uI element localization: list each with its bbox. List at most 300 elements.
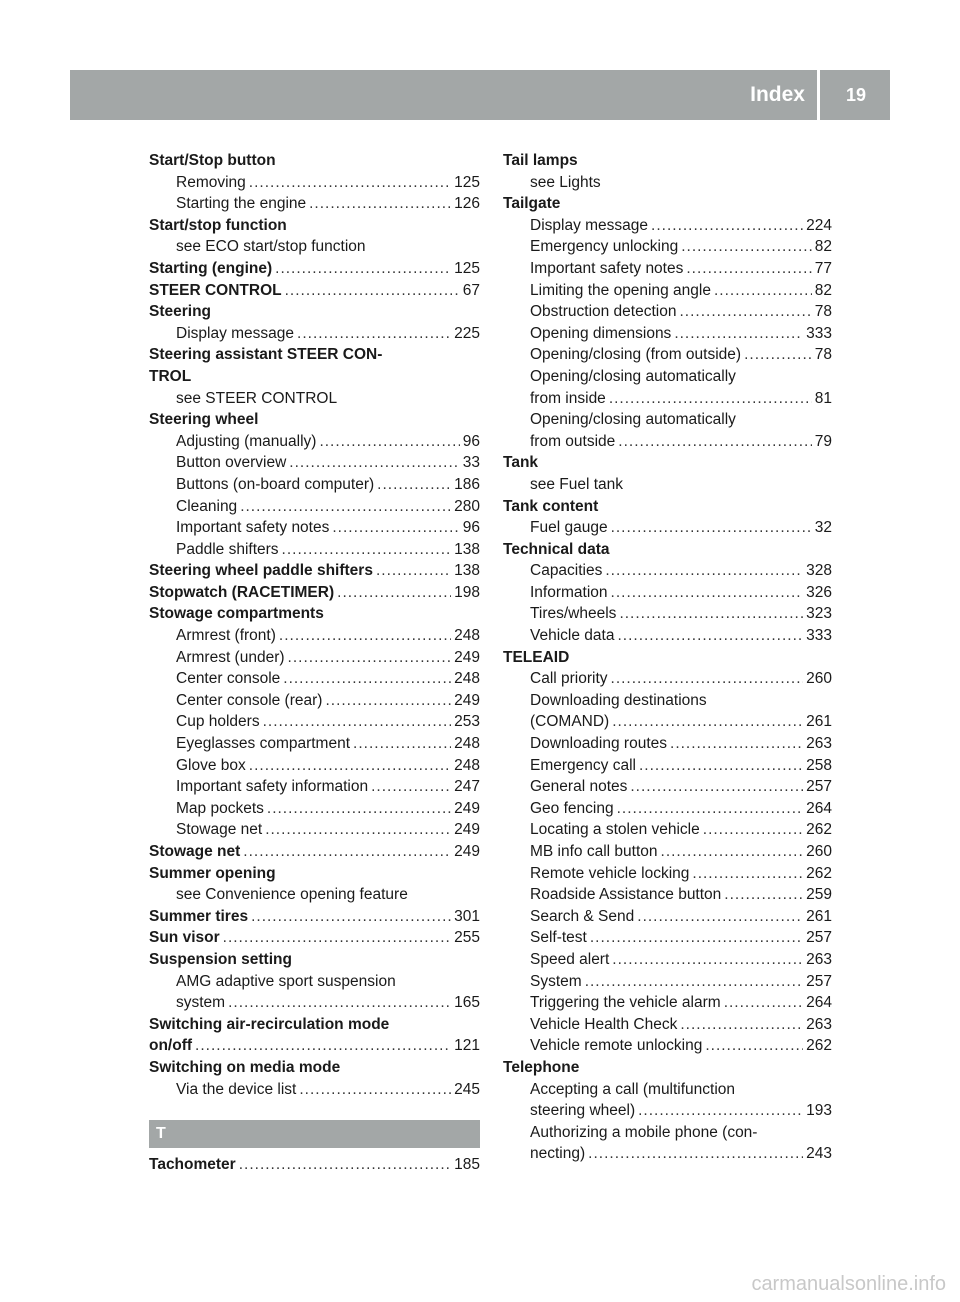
entry-page-number: 245 xyxy=(454,1080,480,1098)
entry-label: Switching air-recirculation mode xyxy=(149,1015,390,1033)
dot-leader xyxy=(674,323,803,345)
index-subentry xyxy=(503,690,832,712)
dot-leader xyxy=(239,1154,451,1176)
dot-leader xyxy=(585,971,803,993)
entry-page-number: 264 xyxy=(806,994,832,1012)
index-subentry[interactable] xyxy=(503,582,832,604)
index-subentry[interactable] xyxy=(503,603,832,625)
entry-page-number: 79 xyxy=(814,432,832,450)
entry-label: system xyxy=(176,994,226,1012)
index-subentry[interactable] xyxy=(149,452,480,474)
entry-page-number: 333 xyxy=(806,627,832,645)
index-subentry[interactable] xyxy=(503,884,832,906)
entry-page-number: 138 xyxy=(454,540,480,558)
entry-page-number: 333 xyxy=(806,324,832,342)
entry-page-number: 198 xyxy=(454,583,480,601)
index-subentry[interactable] xyxy=(503,431,832,453)
index-entry[interactable] xyxy=(149,841,480,863)
entry-label: Geo fencing xyxy=(530,799,614,817)
index-list-left xyxy=(149,150,480,1100)
entry-page-number: 261 xyxy=(806,713,832,731)
entry-label: Tank content xyxy=(503,497,599,515)
dot-leader xyxy=(282,539,452,561)
entry-label: Search & Send xyxy=(530,907,635,925)
entry-label: Vehicle remote unlocking xyxy=(530,1037,703,1055)
entry-label: Self-test xyxy=(530,929,587,947)
index-entry xyxy=(503,193,832,215)
entry-label: Opening/closing (from outside) xyxy=(530,346,742,364)
dot-leader xyxy=(680,1014,803,1036)
index-list-t xyxy=(149,1154,480,1176)
index-subentry[interactable] xyxy=(149,668,480,690)
entry-label: Adjusting (manually) xyxy=(176,432,317,450)
index-subentry[interactable] xyxy=(503,517,832,539)
index-list-right xyxy=(503,150,832,1165)
entry-label: Tachometer xyxy=(149,1156,236,1174)
entry-label: on/off xyxy=(149,1037,193,1055)
index-entry xyxy=(503,496,832,518)
entry-page-number: 263 xyxy=(806,735,832,753)
entry-page-number: 259 xyxy=(806,886,832,904)
entry-label: Remote vehicle locking xyxy=(530,864,690,882)
dot-leader xyxy=(289,452,459,474)
entry-label: Capacities xyxy=(530,562,603,580)
index-subentry[interactable] xyxy=(149,431,480,453)
index-subentry xyxy=(149,236,480,258)
entry-label: Steering xyxy=(149,303,212,321)
index-subentry[interactable] xyxy=(149,690,480,712)
entry-label: Tires/wheels xyxy=(530,605,617,623)
index-subentry xyxy=(503,172,832,194)
dot-leader xyxy=(639,755,803,777)
entry-label: from outside xyxy=(530,432,616,450)
dot-leader xyxy=(588,1143,803,1165)
entry-page-number: 224 xyxy=(806,216,832,234)
index-entry[interactable] xyxy=(149,280,480,302)
index-subentry[interactable] xyxy=(503,1035,832,1057)
entry-label: Important safety information xyxy=(176,778,369,796)
index-entry xyxy=(149,409,480,431)
index-subentry[interactable] xyxy=(149,1079,480,1101)
index-subentry xyxy=(503,474,832,496)
index-entry xyxy=(503,539,832,561)
entry-label: Steering wheel paddle shifters xyxy=(149,562,373,580)
index-subentry xyxy=(503,409,832,431)
entry-page-number: 247 xyxy=(454,778,480,796)
entry-label: Center console (rear) xyxy=(176,691,323,709)
entry-page-number: 257 xyxy=(806,929,832,947)
dot-leader xyxy=(279,625,451,647)
entry-label: Steering assistant STEER CON- xyxy=(149,346,383,364)
index-entry xyxy=(149,301,480,323)
entry-page-number: 186 xyxy=(454,475,480,493)
dot-leader xyxy=(251,906,451,928)
dot-leader xyxy=(228,992,451,1014)
entry-label: Emergency call xyxy=(530,756,636,774)
entry-label: Removing xyxy=(176,173,246,191)
entry-page-number: 82 xyxy=(814,238,832,256)
dot-leader xyxy=(275,258,451,280)
index-subentry[interactable] xyxy=(503,863,832,885)
entry-label: Vehicle data xyxy=(530,627,615,645)
index-entry[interactable] xyxy=(149,258,480,280)
index-subentry[interactable] xyxy=(503,776,832,798)
entry-label: Obstruction detection xyxy=(530,303,677,321)
entry-label: TROL xyxy=(149,367,192,385)
entry-page-number: 263 xyxy=(806,1015,832,1033)
entry-label: Important safety notes xyxy=(176,519,330,537)
entry-page-number: 249 xyxy=(454,843,480,860)
index-subentry xyxy=(149,884,480,906)
index-entry[interactable] xyxy=(149,582,480,604)
entry-page-number: 262 xyxy=(806,864,832,882)
dot-leader xyxy=(325,690,451,712)
index-subentry xyxy=(149,388,480,410)
entry-label: Tank xyxy=(503,454,539,472)
dot-leader xyxy=(249,755,451,777)
dot-leader xyxy=(692,863,803,885)
dot-leader xyxy=(267,798,451,820)
entry-label: Display message xyxy=(176,324,295,342)
entry-page-number: 125 xyxy=(454,173,480,191)
index-entry[interactable] xyxy=(149,560,480,582)
entry-page-number: 249 xyxy=(454,821,480,839)
entry-page-number: 248 xyxy=(454,670,480,688)
index-subentry[interactable] xyxy=(503,323,832,345)
index-subentry[interactable] xyxy=(503,668,832,690)
dot-leader xyxy=(637,906,803,928)
dot-leader xyxy=(686,258,811,280)
index-entry xyxy=(503,1057,832,1079)
dot-leader xyxy=(612,711,803,733)
entry-page-number: 263 xyxy=(806,950,832,968)
dot-leader xyxy=(309,193,451,215)
entry-label: Fuel gauge xyxy=(530,519,608,537)
dot-leader xyxy=(371,776,451,798)
index-subentry[interactable] xyxy=(149,474,480,496)
index-entry xyxy=(149,366,480,388)
entry-label: MB info call button xyxy=(530,843,658,860)
dot-leader xyxy=(724,992,803,1014)
entry-label: Triggering the vehicle alarm xyxy=(530,994,721,1012)
dot-leader xyxy=(195,1035,451,1057)
entry-label: Information xyxy=(530,583,608,601)
index-subentry[interactable] xyxy=(149,711,480,733)
entry-label: Glove box xyxy=(176,756,246,774)
index-column-left xyxy=(149,150,480,1176)
index-subentry[interactable] xyxy=(149,992,480,1014)
entry-page-number: 255 xyxy=(454,929,480,947)
index-subentry[interactable] xyxy=(149,193,480,215)
entry-label: Stowage net xyxy=(176,821,263,839)
entry-page-number: 243 xyxy=(806,1145,832,1163)
index-subentry[interactable] xyxy=(149,798,480,820)
index-entry xyxy=(503,647,832,669)
entry-label: Cleaning xyxy=(176,497,238,515)
entry-label: Starting the engine xyxy=(176,195,307,213)
entry-label: Display message xyxy=(530,216,649,234)
index-entry xyxy=(149,1057,480,1079)
index-subentry[interactable] xyxy=(503,301,832,323)
entry-label: Sun visor xyxy=(149,929,220,947)
dot-leader xyxy=(265,819,451,841)
entry-page-number: 248 xyxy=(454,756,480,774)
entry-page-number: 257 xyxy=(806,778,832,796)
dot-leader xyxy=(376,560,451,582)
entry-label: necting) xyxy=(530,1145,586,1163)
entry-page-number: 96 xyxy=(462,519,480,537)
entry-page-number: 33 xyxy=(462,454,480,472)
entry-page-number: 264 xyxy=(806,799,832,817)
entry-label: Map pockets xyxy=(176,799,264,817)
index-subentry[interactable] xyxy=(503,949,832,971)
entry-label: Emergency unlocking xyxy=(530,238,679,256)
entry-label: Suspension setting xyxy=(149,950,292,968)
dot-leader xyxy=(353,733,451,755)
index-subentry[interactable] xyxy=(149,755,480,777)
dot-leader xyxy=(630,776,803,798)
dot-leader xyxy=(285,280,460,302)
index-subentry[interactable] xyxy=(149,172,480,194)
index-subentry xyxy=(503,1079,832,1101)
dot-leader xyxy=(240,496,451,518)
index-subentry[interactable] xyxy=(149,819,480,841)
dot-leader xyxy=(703,819,803,841)
dot-leader xyxy=(705,1035,803,1057)
index-subentry[interactable] xyxy=(503,215,832,237)
index-entry xyxy=(149,863,480,885)
entry-page-number: 32 xyxy=(814,519,832,537)
index-subentry[interactable] xyxy=(503,258,832,280)
index-subentry[interactable] xyxy=(149,517,480,539)
index-subentry xyxy=(503,1122,832,1144)
entry-label: (COMAND) xyxy=(530,713,610,731)
entry-label: Eyeglasses compartment xyxy=(176,735,351,753)
index-subentry[interactable] xyxy=(503,625,832,647)
dot-leader xyxy=(609,388,812,410)
entry-label: Downloading routes xyxy=(530,735,668,753)
dot-leader xyxy=(679,301,811,323)
entry-label: Accepting a call (multifunction xyxy=(530,1080,736,1098)
dot-leader xyxy=(332,517,459,539)
entry-page-number: 138 xyxy=(454,562,480,580)
entry-page-number: 326 xyxy=(806,583,832,601)
entry-page-number: 262 xyxy=(806,1037,832,1055)
entry-page-number: 257 xyxy=(806,972,832,990)
entry-label: AMG adaptive sport suspension xyxy=(176,972,396,990)
index-subentry[interactable] xyxy=(503,344,832,366)
index-subentry[interactable] xyxy=(503,971,832,993)
index-entry[interactable] xyxy=(149,1035,480,1057)
entry-label: Stopwatch (RACETIMER) xyxy=(149,583,335,601)
entry-label: Authorizing a mobile phone (con- xyxy=(530,1123,758,1141)
index-subentry[interactable] xyxy=(503,755,832,777)
entry-label: Starting (engine) xyxy=(149,259,273,277)
entry-page-number: 261 xyxy=(806,907,832,925)
entry-page-number: 258 xyxy=(806,756,832,774)
section-divider-t: T xyxy=(149,1120,480,1148)
entry-page-number: 126 xyxy=(454,195,480,213)
index-entry xyxy=(149,1014,480,1036)
entry-label: TELEAID xyxy=(503,648,570,666)
entry-label: STEER CONTROL xyxy=(149,281,282,299)
entry-label: Tailgate xyxy=(503,195,561,213)
entry-label: Summer tires xyxy=(149,907,249,925)
index-subentry xyxy=(503,366,832,388)
dot-leader xyxy=(638,1100,803,1122)
entry-label: Via the device list xyxy=(176,1080,297,1098)
index-subentry[interactable] xyxy=(503,927,832,949)
entry-label: Switching on media mode xyxy=(149,1058,341,1076)
entry-page-number: 121 xyxy=(454,1037,480,1055)
index-entry xyxy=(149,215,480,237)
index-subentry[interactable] xyxy=(503,280,832,302)
index-entry[interactable] xyxy=(149,906,480,928)
entry-label: Opening/closing automatically xyxy=(530,367,736,385)
entry-page-number: 82 xyxy=(814,281,832,299)
index-subentry[interactable] xyxy=(503,906,832,928)
index-subentry[interactable] xyxy=(149,496,480,518)
index-subentry[interactable] xyxy=(503,711,832,733)
dot-leader xyxy=(288,647,452,669)
entry-page-number: 280 xyxy=(454,497,480,515)
entry-label: System xyxy=(530,972,582,990)
entry-page-number: 249 xyxy=(454,648,480,666)
index-subentry xyxy=(149,971,480,993)
index-subentry[interactable] xyxy=(149,323,480,345)
entry-label: see Lights xyxy=(530,173,601,191)
entry-label: from inside xyxy=(530,389,606,407)
index-entry xyxy=(149,150,480,172)
dot-leader xyxy=(617,625,803,647)
index-subentry[interactable] xyxy=(503,560,832,582)
entry-label: Opening/closing automatically xyxy=(530,411,736,429)
entry-label: Downloading destinations xyxy=(530,691,707,709)
dot-leader xyxy=(744,344,812,366)
dot-leader xyxy=(297,323,451,345)
dot-leader xyxy=(249,172,451,194)
entry-page-number: 253 xyxy=(454,713,480,731)
entry-label: Technical data xyxy=(503,540,610,558)
index-subentry[interactable] xyxy=(149,647,480,669)
section-title: Index xyxy=(750,70,820,120)
index-subentry[interactable] xyxy=(149,776,480,798)
dot-leader xyxy=(670,733,803,755)
page-number: 19 xyxy=(845,85,867,105)
index-entry[interactable] xyxy=(149,1154,480,1176)
entry-label: Armrest (front) xyxy=(176,627,276,645)
dot-leader xyxy=(611,582,804,604)
index-entry xyxy=(149,949,480,971)
entry-page-number: 193 xyxy=(806,1102,832,1120)
entry-label: Vehicle Health Check xyxy=(530,1015,678,1033)
entry-label: Stowage net xyxy=(149,843,241,860)
entry-label: Button overview xyxy=(176,454,287,472)
entry-label: Start/stop function xyxy=(149,216,287,234)
index-subentry[interactable] xyxy=(503,819,832,841)
dot-leader xyxy=(681,236,812,258)
entry-label: Paddle shifters xyxy=(176,540,279,558)
dot-leader xyxy=(651,215,803,237)
entry-page-number: 96 xyxy=(462,432,480,450)
entry-label: Locating a stolen vehicle xyxy=(530,821,700,839)
entry-label: Steering wheel xyxy=(149,411,259,429)
index-subentry[interactable] xyxy=(503,733,832,755)
entry-page-number: 248 xyxy=(454,627,480,645)
index-subentry[interactable] xyxy=(149,539,480,561)
index-entry xyxy=(503,452,832,474)
index-subentry[interactable] xyxy=(503,992,832,1014)
entry-page-number: 225 xyxy=(454,324,480,342)
dot-leader xyxy=(661,841,804,863)
entry-page-number: 260 xyxy=(806,843,832,860)
entry-page-number: 301 xyxy=(454,907,480,925)
entry-page-number: 262 xyxy=(806,821,832,839)
entry-page-number: 249 xyxy=(454,799,480,817)
dot-leader xyxy=(299,1079,451,1101)
entry-label: General notes xyxy=(530,778,628,796)
dot-leader xyxy=(590,927,803,949)
index-column-right xyxy=(503,150,832,1165)
entry-label: Stowage compartments xyxy=(149,605,324,623)
dot-leader xyxy=(263,711,452,733)
entry-label: Start/Stop button xyxy=(149,152,276,169)
entry-page-number: 328 xyxy=(806,562,832,580)
dot-leader xyxy=(611,517,812,539)
dot-leader xyxy=(377,474,451,496)
entry-label: Opening dimensions xyxy=(530,324,672,342)
entry-page-number: 78 xyxy=(814,303,832,321)
dot-leader xyxy=(714,280,812,302)
entry-label: Cup holders xyxy=(176,713,260,731)
entry-label: Summer opening xyxy=(149,864,276,882)
entry-label: see STEER CONTROL xyxy=(176,389,338,407)
index-subentry[interactable] xyxy=(503,1014,832,1036)
entry-label: steering wheel) xyxy=(530,1102,636,1120)
dot-leader xyxy=(612,949,803,971)
entry-page-number: 81 xyxy=(814,389,832,407)
dot-leader xyxy=(605,560,803,582)
index-subentry[interactable] xyxy=(503,798,832,820)
entry-page-number: 165 xyxy=(454,994,480,1012)
entry-label: Center console xyxy=(176,670,281,688)
dot-leader xyxy=(618,431,811,453)
entry-label: see Fuel tank xyxy=(530,475,624,493)
entry-page-number: 260 xyxy=(806,670,832,688)
entry-page-number: 185 xyxy=(454,1156,480,1174)
index-entry[interactable] xyxy=(149,927,480,949)
entry-label: Telephone xyxy=(503,1058,580,1076)
dot-leader xyxy=(243,841,451,863)
index-subentry[interactable] xyxy=(149,625,480,647)
entry-label: see ECO start/stop function xyxy=(176,238,366,256)
entry-page-number: 67 xyxy=(462,281,480,299)
entry-label: Tail lamps xyxy=(503,152,578,169)
index-subentry[interactable] xyxy=(503,841,832,863)
dot-leader xyxy=(617,798,804,820)
index-subentry[interactable] xyxy=(503,236,832,258)
index-subentry[interactable] xyxy=(149,733,480,755)
entry-page-number: 323 xyxy=(806,605,832,623)
index-subentry[interactable] xyxy=(503,388,832,410)
entry-page-number: 78 xyxy=(814,346,832,364)
entry-label: Armrest (under) xyxy=(176,648,285,666)
index-subentry[interactable] xyxy=(503,1100,832,1122)
dot-leader xyxy=(283,668,451,690)
watermark: carmanualsonline.info xyxy=(751,1273,946,1295)
page-header xyxy=(70,70,890,120)
index-subentry[interactable] xyxy=(503,1143,832,1165)
